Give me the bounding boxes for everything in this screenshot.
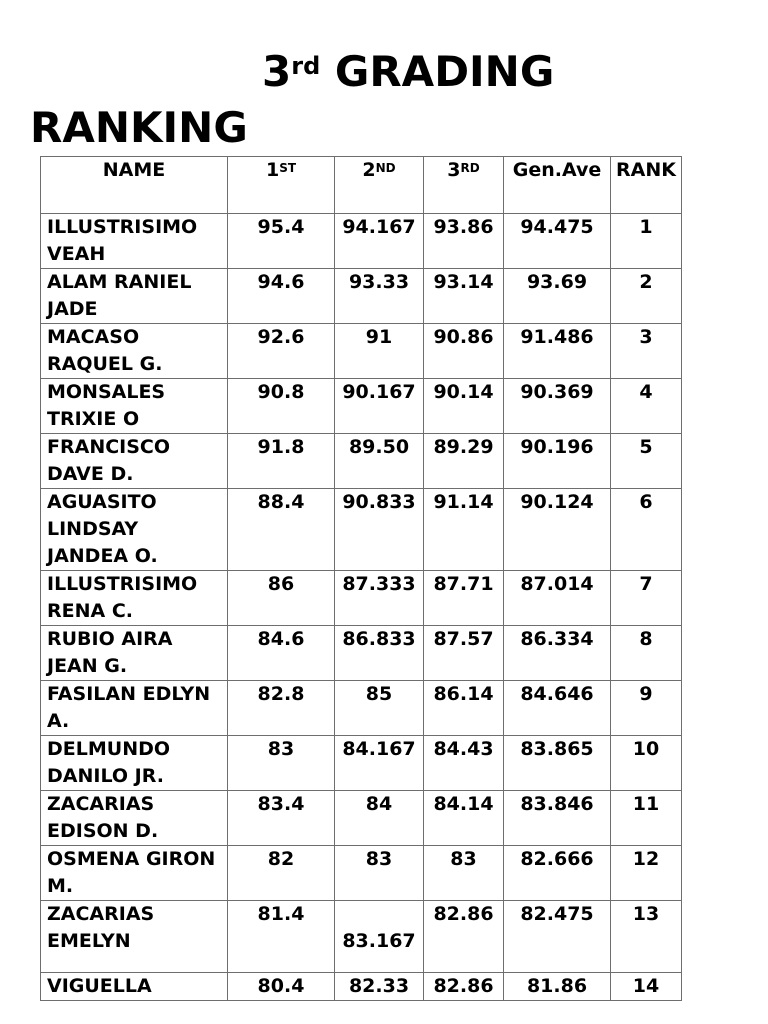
column-header-rank: RANK: [611, 157, 682, 214]
table-row: [41, 269, 682, 324]
gen-ave-cell: 81.86: [504, 973, 611, 1001]
title-line1: GRADING: [320, 47, 555, 96]
name-cell: MACASO RAQUEL G.: [41, 324, 228, 379]
title-ordinal: rd: [291, 52, 321, 80]
second-grading-cell: 90.833: [335, 489, 424, 571]
rank-cell: 6: [611, 489, 682, 571]
second-grading-cell: 90.167: [335, 379, 424, 434]
first-grading-cell: 95.4: [228, 214, 335, 269]
third-grading-cell: 93.86: [424, 214, 504, 269]
first-grading-cell: 84.6: [228, 626, 335, 681]
rank-cell: 8: [611, 626, 682, 681]
third-grading-cell: 90.14: [424, 379, 504, 434]
first-grading-cell: 83.4: [228, 791, 335, 846]
table-row: [41, 379, 682, 434]
rank-cell: 1: [611, 214, 682, 269]
rank-cell: 7: [611, 571, 682, 626]
table-row: [41, 681, 682, 736]
first-grading-cell: 81.4: [228, 901, 335, 973]
gen-ave-cell: 90.124: [504, 489, 611, 571]
name-cell: MONSALES TRIXIE O: [41, 379, 228, 434]
third-grading-cell: 87.71: [424, 571, 504, 626]
column-header-name: NAME: [41, 157, 228, 214]
table-row: [41, 791, 682, 846]
third-grading-cell: 82.86: [424, 901, 504, 973]
name-cell: ILLUSTRISIMO VEAH: [41, 214, 228, 269]
first-grading-cell: 80.4: [228, 973, 335, 1001]
name-cell: ZACARIAS EMELYN: [41, 901, 228, 973]
name-cell: DELMUNDO DANILO JR.: [41, 736, 228, 791]
name-cell: FASILAN EDLYN A.: [41, 681, 228, 736]
table-row: [41, 626, 682, 681]
table-row: [41, 846, 682, 901]
second-grading-cell: 84.167: [335, 736, 424, 791]
second-grading-cell: 94.167: [335, 214, 424, 269]
column-header-gen-ave: Gen.Ave: [504, 157, 611, 214]
rank-cell: 5: [611, 434, 682, 489]
table-row: [41, 214, 682, 269]
second-grading-cell: 91: [335, 324, 424, 379]
second-grading-cell: 82.33: [335, 973, 424, 1001]
gen-ave-cell: 91.486: [504, 324, 611, 379]
third-grading-cell: 86.14: [424, 681, 504, 736]
second-grading-cell: 93.33: [335, 269, 424, 324]
second-grading-cell: 83.167: [335, 901, 424, 973]
table-row: [41, 324, 682, 379]
third-grading-cell: 83: [424, 846, 504, 901]
third-grading-cell: 84.14: [424, 791, 504, 846]
rank-cell: 2: [611, 269, 682, 324]
rank-cell: 3: [611, 324, 682, 379]
column-header-second: 2ND: [335, 157, 424, 214]
second-grading-cell: 89.50: [335, 434, 424, 489]
first-grading-cell: 90.8: [228, 379, 335, 434]
first-grading-cell: 94.6: [228, 269, 335, 324]
gen-ave-cell: 90.369: [504, 379, 611, 434]
second-grading-cell: 87.333: [335, 571, 424, 626]
title-line2: RANKING: [30, 103, 248, 152]
name-cell: OSMENA GIRON M.: [41, 846, 228, 901]
rank-cell: 4: [611, 379, 682, 434]
second-grading-cell: 86.833: [335, 626, 424, 681]
rank-cell: 10: [611, 736, 682, 791]
third-grading-cell: 82.86: [424, 973, 504, 1001]
third-grading-cell: 91.14: [424, 489, 504, 571]
third-grading-cell: 87.57: [424, 626, 504, 681]
second-grading-cell: 85: [335, 681, 424, 736]
third-grading-cell: 90.86: [424, 324, 504, 379]
third-grading-cell: 89.29: [424, 434, 504, 489]
column-header-third: 3RD: [424, 157, 504, 214]
gen-ave-cell: 83.865: [504, 736, 611, 791]
name-cell: FRANCISCO DAVE D.: [41, 434, 228, 489]
page-title: [30, 44, 750, 156]
rank-cell: 14: [611, 973, 682, 1001]
first-grading-cell: 88.4: [228, 489, 335, 571]
column-header-first: 1ST: [228, 157, 335, 214]
table-row: [41, 489, 682, 571]
name-cell: ILLUSTRISIMO RENA C.: [41, 571, 228, 626]
gen-ave-cell: 84.646: [504, 681, 611, 736]
second-grading-cell: 83: [335, 846, 424, 901]
second-grading-cell: 84: [335, 791, 424, 846]
gen-ave-cell: 82.475: [504, 901, 611, 973]
name-cell: RUBIO AIRA JEAN G.: [41, 626, 228, 681]
gen-ave-cell: 93.69: [504, 269, 611, 324]
first-grading-cell: 82.8: [228, 681, 335, 736]
gen-ave-cell: 87.014: [504, 571, 611, 626]
title-number: 3: [262, 47, 292, 96]
gen-ave-cell: 86.334: [504, 626, 611, 681]
table-row: [41, 736, 682, 791]
first-grading-cell: 83: [228, 736, 335, 791]
rank-cell: 9: [611, 681, 682, 736]
name-cell: VIGUELLA: [41, 973, 228, 1001]
gen-ave-cell: 90.196: [504, 434, 611, 489]
third-grading-cell: 84.43: [424, 736, 504, 791]
gen-ave-cell: 94.475: [504, 214, 611, 269]
table-row: [41, 571, 682, 626]
first-grading-cell: 92.6: [228, 324, 335, 379]
rank-cell: 11: [611, 791, 682, 846]
gen-ave-cell: 83.846: [504, 791, 611, 846]
ranking-table: [40, 156, 682, 1001]
name-cell: ZACARIAS EDISON D.: [41, 791, 228, 846]
first-grading-cell: 86: [228, 571, 335, 626]
first-grading-cell: 82: [228, 846, 335, 901]
header-row: [41, 157, 682, 214]
name-cell: ALAM RANIEL JADE: [41, 269, 228, 324]
name-cell: AGUASITO LINDSAY JANDEA O.: [41, 489, 228, 571]
table-row: [41, 973, 682, 1001]
third-grading-cell: 93.14: [424, 269, 504, 324]
gen-ave-cell: 82.666: [504, 846, 611, 901]
table-row: [41, 901, 682, 973]
rank-cell: 13: [611, 901, 682, 973]
table-row: [41, 434, 682, 489]
rank-cell: 12: [611, 846, 682, 901]
first-grading-cell: 91.8: [228, 434, 335, 489]
